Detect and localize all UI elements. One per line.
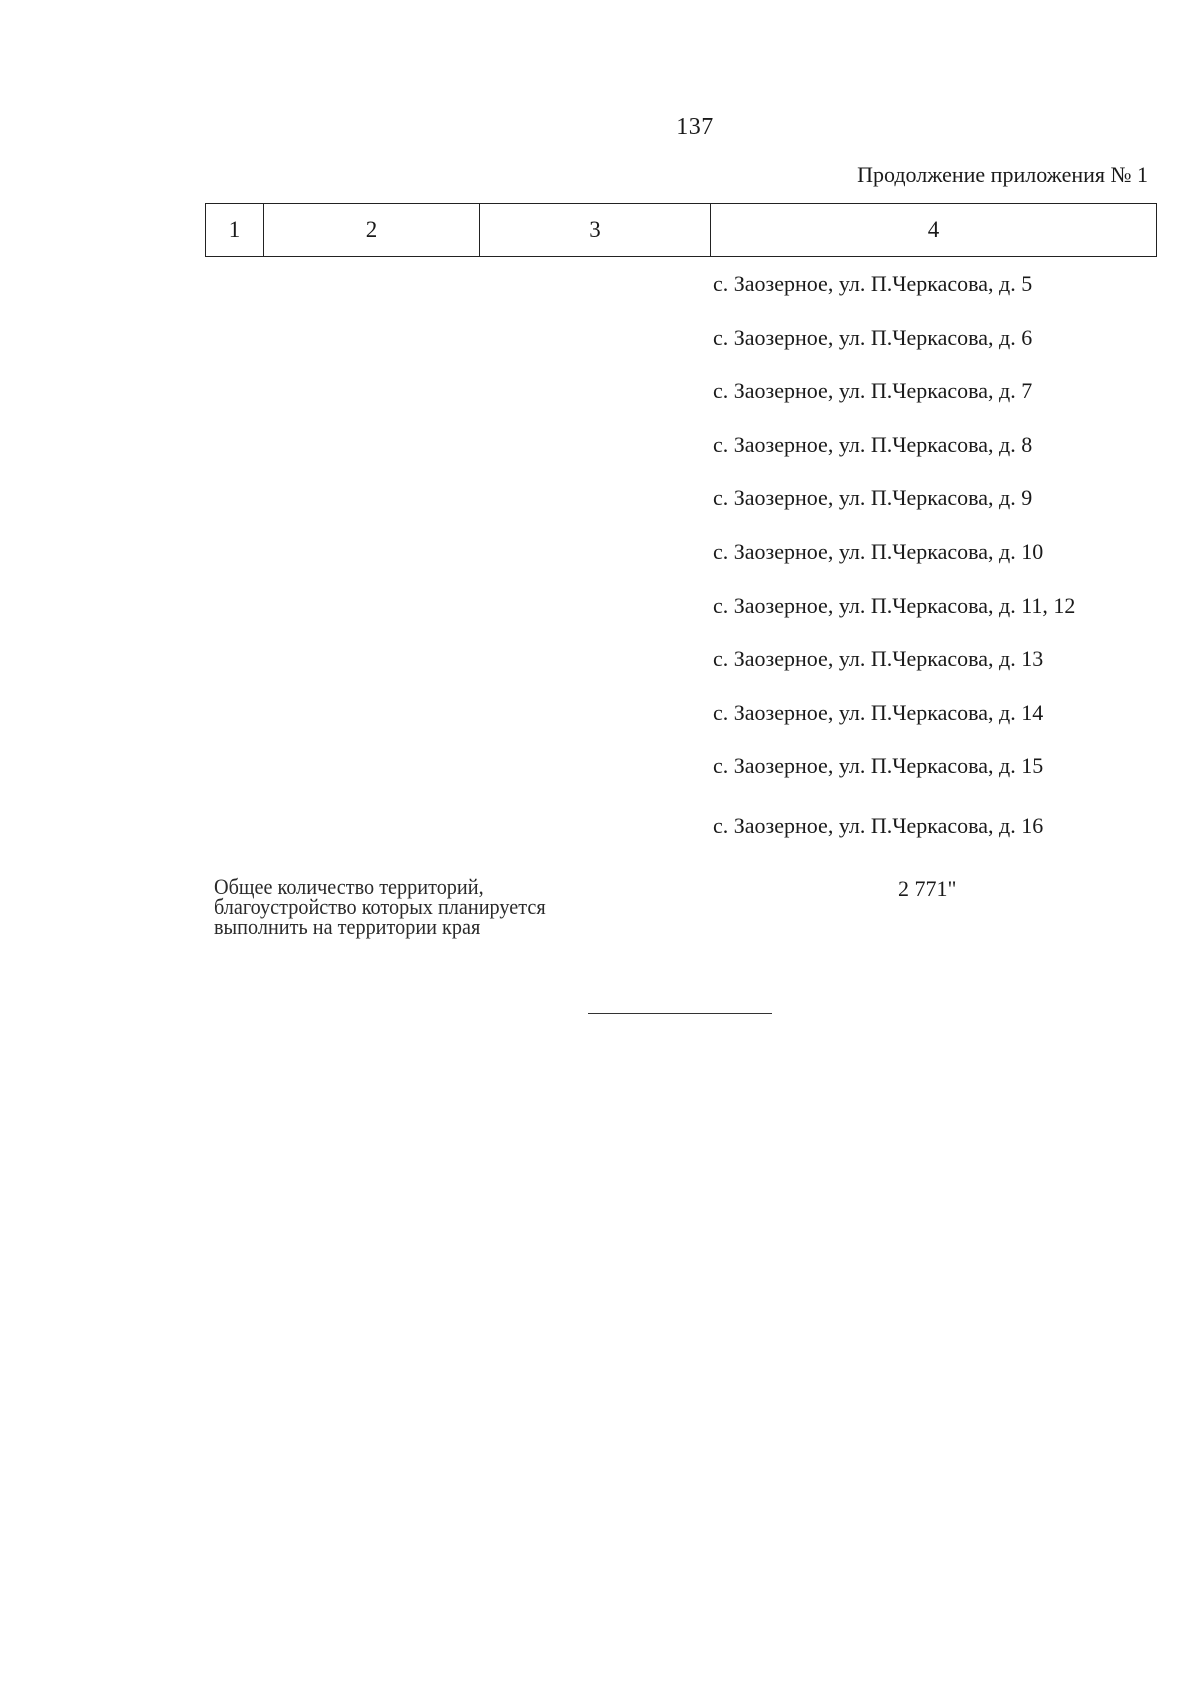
total-label [214,874,610,939]
address-item: с. Заозерное, ул. П.Черкасова, д. 8 [713,431,1033,457]
end-divider [588,1013,772,1014]
column-header-table [205,203,1157,257]
continuation-heading: Продолжение приложения № 1 [857,162,1148,187]
page-number: 137 [676,114,714,140]
address-item: с. Заозерное, ул. П.Черкасова, д. 9 [713,485,1033,511]
address-item: с. Заозерное, ул. П.Черкасова, д. 14 [713,699,1044,725]
address-item: с. Заозерное, ул. П.Черкасова, д. 10 [713,538,1044,564]
address-item: с. Заозерное, ул. П.Черкасова, д. 15 [713,753,1044,779]
column-header-1: 1 [206,204,264,257]
column-header-2: 2 [264,204,480,257]
address-item: с. Заозерное, ул. П.Черкасова, д. 16 [713,812,1044,838]
total-value: 2 771" [898,876,957,901]
address-item: с. Заозерное, ул. П.Черкасова, д. 13 [713,646,1044,672]
column-header-3: 3 [480,204,711,257]
total-label-line: выполнить на территории края [214,914,481,939]
column-header-row [206,204,1157,257]
address-list [713,270,1075,866]
address-item: с. Заозерное, ул. П.Черкасова, д. 5 [713,271,1033,296]
total-label-line: благоустройство которых планируется [214,894,546,919]
address-item: с. Заозерное, ул. П.Черкасова, д. 6 [713,324,1033,350]
column-header-4: 4 [711,204,1157,257]
address-item: с. Заозерное, ул. П.Черкасова, д. 7 [713,378,1033,404]
address-item: с. Заозерное, ул. П.Черкасова, д. 11, 12 [713,592,1076,618]
total-label-line: Общее количество территорий, [214,874,484,899]
